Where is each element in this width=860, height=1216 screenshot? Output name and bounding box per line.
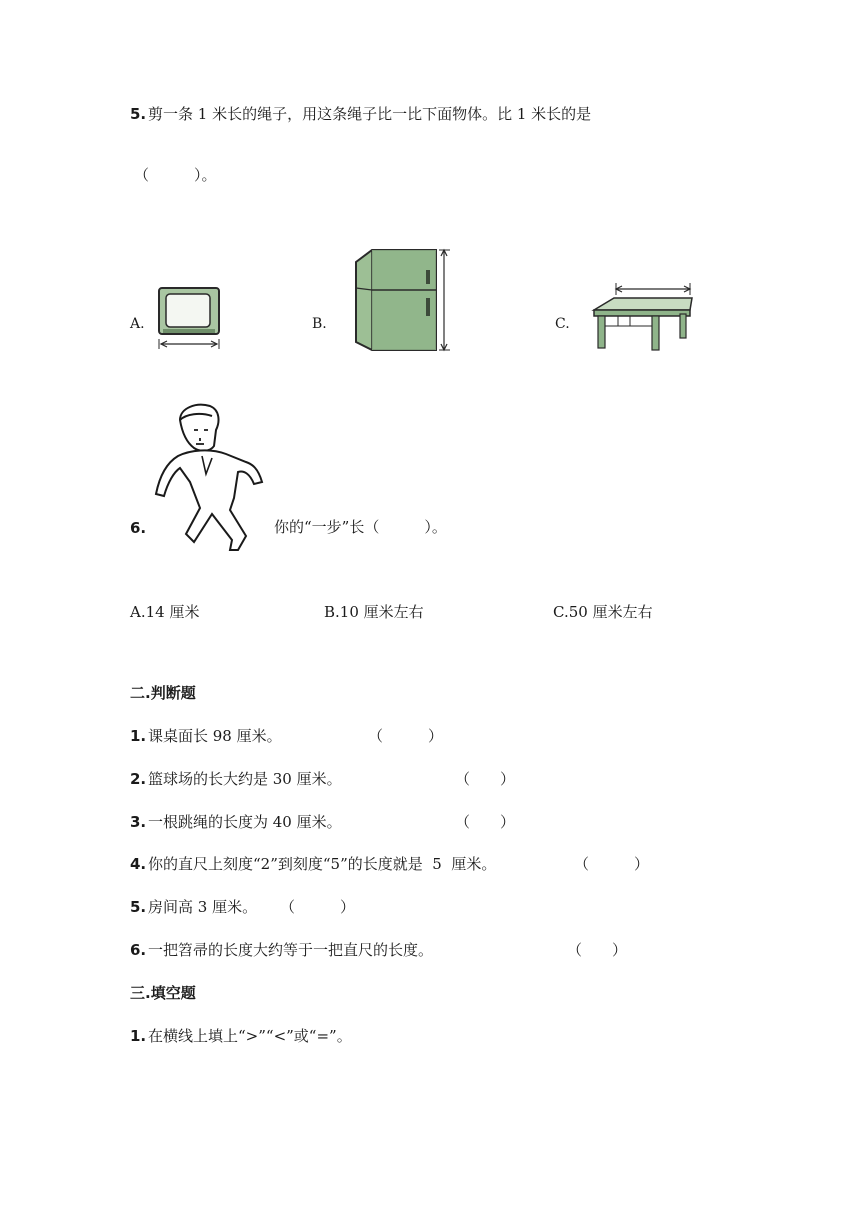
judge-6-number: 6.	[130, 941, 147, 959]
question-5-text: 剪一条 1 米长的绳子，用这条绳子比一比下面物体。比 1 米长的是	[148, 105, 592, 123]
walking-person-icon	[150, 402, 268, 554]
judge-1-number: 1.	[130, 727, 147, 745]
judge-5-text: 房间高 3 厘米。	[148, 898, 258, 916]
option-b-label: B.	[312, 316, 327, 332]
judge-4-text: 你的直尺上刻度“2”到刻度“5”的长度就是 5 厘米。	[148, 855, 497, 873]
judge-1-text: 课桌面长 98 厘米。	[148, 727, 282, 745]
fill-1-number: 1.	[130, 1027, 147, 1045]
question-6-option-c: C.50 厘米左右	[553, 603, 653, 621]
fridge-icon	[352, 246, 456, 356]
judge-3-number: 3.	[130, 813, 147, 831]
option-c-label: C.	[555, 316, 570, 332]
judge-6-text: 一把笤帚的长度大约等于一把直尺的长度。	[148, 941, 434, 959]
judge-4-number: 4.	[130, 855, 147, 873]
tv-icon	[155, 285, 223, 353]
table-icon	[590, 280, 696, 356]
judge-6-answer-blank: （ ）	[567, 941, 628, 959]
judge-5-answer-blank: （ ）	[280, 898, 356, 916]
question-6-option-b: B.10 厘米左右	[324, 603, 424, 621]
judge-5-number: 5.	[130, 898, 147, 916]
question-6-text: 你的“一步”长（ ）。	[274, 518, 447, 536]
section-2-title: 二.判断题	[130, 684, 196, 702]
judge-3-answer-blank: （ ）	[455, 813, 516, 831]
option-a-label: A.	[130, 316, 145, 332]
question-5-answer-blank: （ ）。	[134, 166, 217, 184]
question-5-number: 5.	[130, 105, 147, 123]
fill-1-text: 在横线上填上“>”“<”或“=”。	[148, 1027, 352, 1045]
section-3-title: 三.填空题	[130, 984, 196, 1002]
judge-2-number: 2.	[130, 770, 147, 788]
question-6-option-a: A.14 厘米	[130, 603, 200, 621]
judge-3-text: 一根跳绳的长度为 40 厘米。	[148, 813, 342, 831]
judge-4-answer-blank: （ ）	[574, 855, 650, 873]
judge-1-answer-blank: （ ）	[368, 727, 444, 745]
question-6-number: 6.	[130, 519, 147, 537]
judge-2-text: 篮球场的长大约是 30 厘米。	[148, 770, 342, 788]
judge-2-answer-blank: （ ）	[455, 770, 516, 788]
